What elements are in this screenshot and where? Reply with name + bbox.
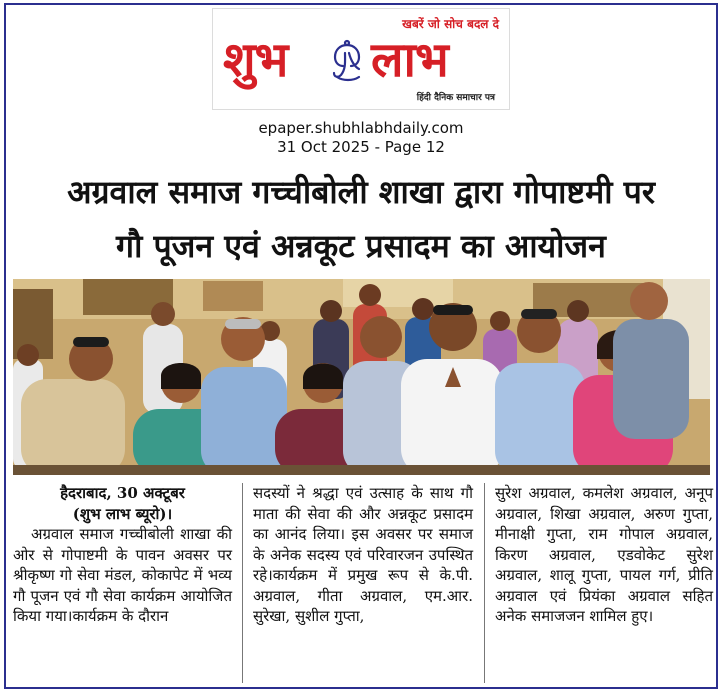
article-body-col3: सुरेश अग्रवाल, कमलेश अग्रवाल, अनूप अग्रवाल, शिखा अग्रवाल, अरुण गुप्ता, मीनाक्षी गुप्ता, राम गोपाल अग्रवाल, किरण अग्रवाल, एडवोकेट सुरेश अग्रवाल, शालू गुप्ता, पायल गर्ग, प्रीति अग्रवाल एवं प्रियंका अग्रवाल सहित अनेक समाजजन शामिल हुए। [495, 484, 713, 625]
article-column-2 [253, 483, 473, 627]
article-dateline: हैदराबाद, 30 अक्टूबर [60, 484, 185, 502]
logo-text-labh: लाभ [371, 32, 448, 88]
newspaper-masthead[interactable] [212, 8, 510, 110]
article-body-col2: सदस्यों ने श्रद्धा एवं उत्साह के साथ गौ माता की सेवा की और अन्नकूट प्रसादम का आनंद लिया। इस अवसर पर समाज के अनेक सदस्य एवं परिवारजन उपस्थित रहे।कार्यक्रम में प्रमुख रूप से के.पी. अग्रवाल, गीता अग्रवाल, एम.आर. सुरेखा, सुशील गुप्ता, [253, 484, 473, 625]
column-divider [242, 483, 243, 683]
edition-date-page: 31 Oct 2025 - Page 12 [277, 138, 445, 156]
article-body-col1: अग्रवाल समाज गच्चीबोली शाखा की ओर से गोपाष्टमी के पावन अवसर पर श्रीकृष्ण गो सेवा मंडल, कोकापेट में भव्य गौ पूजन एवं गौ सेवा कार्यक्रम आयोजित किया गया।कार्यक्रम के दौरान [13, 525, 232, 625]
epaper-url[interactable]: epaper.shubhlabhdaily.com [258, 119, 464, 137]
headline-line-1: अग्रवाल समाज गच्चीबोली शाखा द्वारा गोपाष्टमी पर [67, 173, 655, 211]
ganesh-logo-icon [325, 39, 369, 83]
logo-text-shubh: शुभ [223, 32, 288, 88]
masthead-tagline: खबरें जो सोच बदल दे [402, 17, 499, 31]
group-photo-illustration [13, 279, 710, 475]
masthead-subtagline: हिंदी दैनिक समाचार पत्र [416, 93, 495, 103]
headline-line-2: गौ पूजन एवं अन्नकूट प्रसादम का आयोजन [116, 227, 606, 265]
article-bureau: (शुभ लाभ ब्यूरो)। [72, 504, 173, 523]
column-divider [484, 483, 485, 683]
article-column-1 [13, 483, 232, 627]
event-group-photo [13, 279, 710, 475]
article-column-3 [495, 483, 713, 627]
